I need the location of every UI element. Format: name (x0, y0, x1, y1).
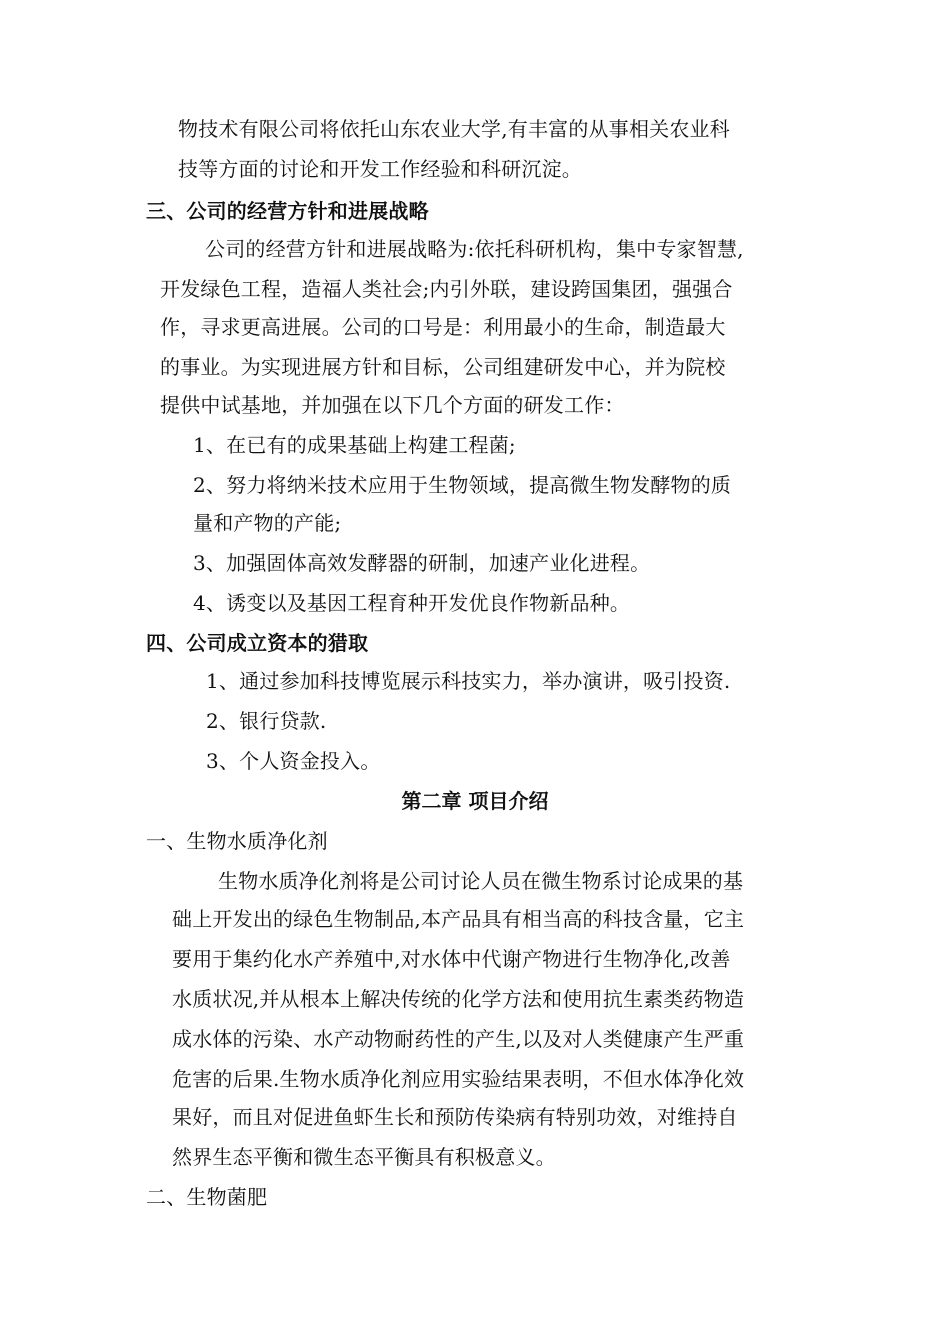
section-3-item-4: 4、诱变以及基因工程育种开发优良作物新品种。 (193, 591, 631, 615)
chapter-2-title: 第二章 项目介绍 (401, 789, 549, 813)
section-3-item-1: 1、在已有的成果基础上构建工程菌; (193, 433, 516, 457)
section-3-para-line-3: 作，寻求更高进展。公司的口号是：利用最小的生命，制造最大 (160, 315, 726, 339)
chapter-2-sub-1-line-1: 生物水质净化剂将是公司讨论人员在微生物系讨论成果的基 (218, 869, 744, 893)
section-3-para-line-2: 开发绿色工程，造福人类社会;内引外联，建设跨国集团，强强合 (160, 277, 733, 301)
section-3-item-3: 3、加强固体高效发酵器的研制，加速产业化进程。 (193, 551, 651, 575)
section-3-item-2-line-2: 量和产物的产能; (193, 511, 342, 535)
chapter-2-sub-1-line-3: 要用于集约化水产养殖中,对水体中代谢产物进行生物净化,改善 (172, 947, 731, 971)
chapter-2-sub-1-line-2: 础上开发出的绿色生物制品,本产品具有相当高的科技含量，它主 (172, 907, 745, 931)
section-3-heading: 三、公司的经营方针和进展战略 (146, 199, 429, 223)
section-3-para-line-1: 公司的经营方针和进展战略为:依托科研机构，集中专家智慧, (205, 237, 744, 261)
chapter-2-sub-1-line-4: 水质状况,并从根本上解决传统的化学方法和使用抗生素类药物造 (172, 987, 745, 1011)
chapter-2-sub-1-line-6: 危害的后果.生物水质净化剂应用实验结果表明，不但水体净化效 (172, 1067, 745, 1091)
intro-line-2: 技等方面的讨论和开发工作经验和科研沉淀。 (178, 157, 582, 181)
section-4-item-3: 3、个人资金投入。 (206, 749, 381, 773)
section-3-para-line-5: 提供中试基地，并加强在以下几个方面的研发工作： (160, 393, 625, 417)
section-4-heading: 四、公司成立资本的猎取 (146, 631, 369, 655)
chapter-2-sub-1-line-7: 果好，而且对促进鱼虾生长和预防传染病有特别功效，对维持自 (172, 1105, 738, 1129)
section-4-item-1: 1、通过参加科技博览展示科技实力，举办演讲，吸引投资. (206, 669, 731, 693)
chapter-2-sub-1-line-5: 成水体的污染、水产动物耐药性的产生,以及对人类健康产生严重 (172, 1027, 745, 1051)
intro-line-1: 物技术有限公司将依托山东农业大学,有丰富的从事相关农业科 (178, 117, 730, 141)
section-4-item-2: 2、银行贷款. (206, 709, 327, 733)
section-3-para-line-4: 的事业。为实现进展方针和目标，公司组建研发中心，并为院校 (160, 355, 726, 379)
chapter-2-sub-2-heading: 二、生物菌肥 (146, 1185, 268, 1209)
chapter-2-sub-1-heading: 一、生物水质净化剂 (146, 829, 328, 853)
chapter-2-sub-1-line-8: 然界生态平衡和微生态平衡具有积极意义。 (172, 1145, 556, 1169)
section-3-item-2-line-1: 2、努力将纳米技术应用于生物领域，提高微生物发酵物的质 (193, 473, 732, 497)
